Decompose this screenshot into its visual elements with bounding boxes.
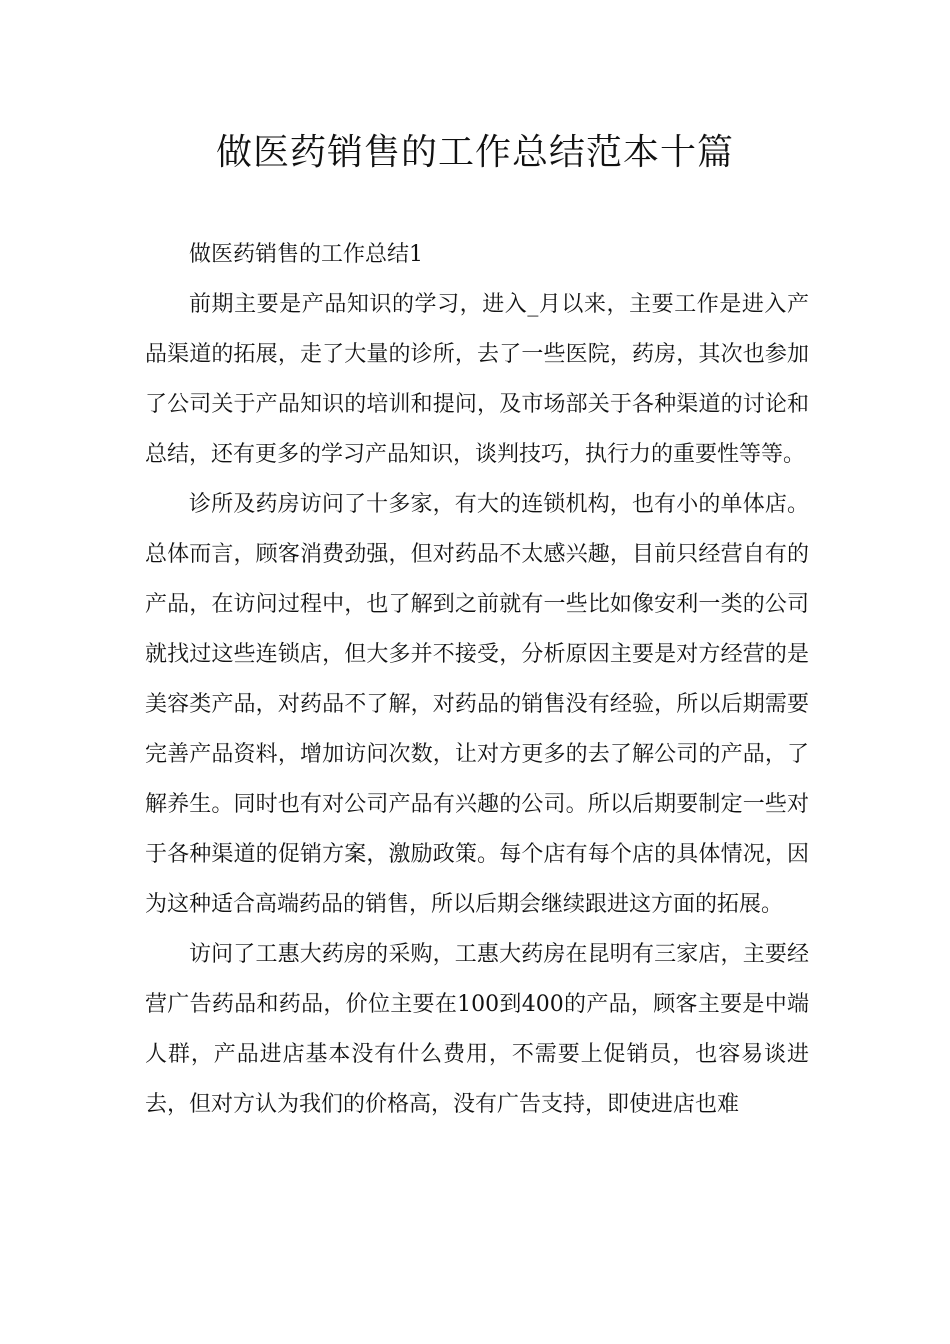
document-title: 做医药销售的工作总结范本十篇 xyxy=(215,132,734,173)
paragraph-3: 访问了工惠大药房的采购，工惠大药房在昆明有三家店，主要经营广告药品和药品，价位主要在100到400的产品，顾客主要是中端人群，产品进店基本没有什么费用，不需要上促销员，也容易谈进去，但对方认为我们的价格高，没有广告支持，即使进店也难 xyxy=(145,942,809,1117)
paragraph-1: 前期主要是产品知识的学习，进入_月以来，主要工作是进入产品渠道的拓展，走了大量的诊所，去了一些医院，药房，其次也参加了公司关于产品知识的培训和提问，及市场部关于各种渠道的讨论和总结，还有更多的学习产品知识，谈判技巧，执行力的重要性等等。 xyxy=(145,292,809,467)
paragraph-2: 诊所及药房访问了十多家，有大的连锁机构，也有小的单体店。总体而言，顾客消费劲强，但对药品不太感兴趣，目前只经营自有的产品，在访问过程中，也了解到之前就有一些比如像安利一类的公司就找过这些连锁店，但大多并不接受，分析原因主要是对方经营的是美容类产品，对药品不了解，对药品的销售没有经验，所以后期需要完善产品资料，增加访问次数，让对方更多的去了解公司的产品，了解养生。同时也有对公司产品有兴趣的公司。所以后期要制定一些对于各种渠道的促销方案，激励政策。每个店有每个店的具体情况，因为这种适合高端药品的销售，所以后期会继续跟进这方面的拓展。 xyxy=(145,492,809,917)
section-heading: 做医药销售的工作总结1 xyxy=(189,242,423,267)
document-body xyxy=(145,230,809,1130)
